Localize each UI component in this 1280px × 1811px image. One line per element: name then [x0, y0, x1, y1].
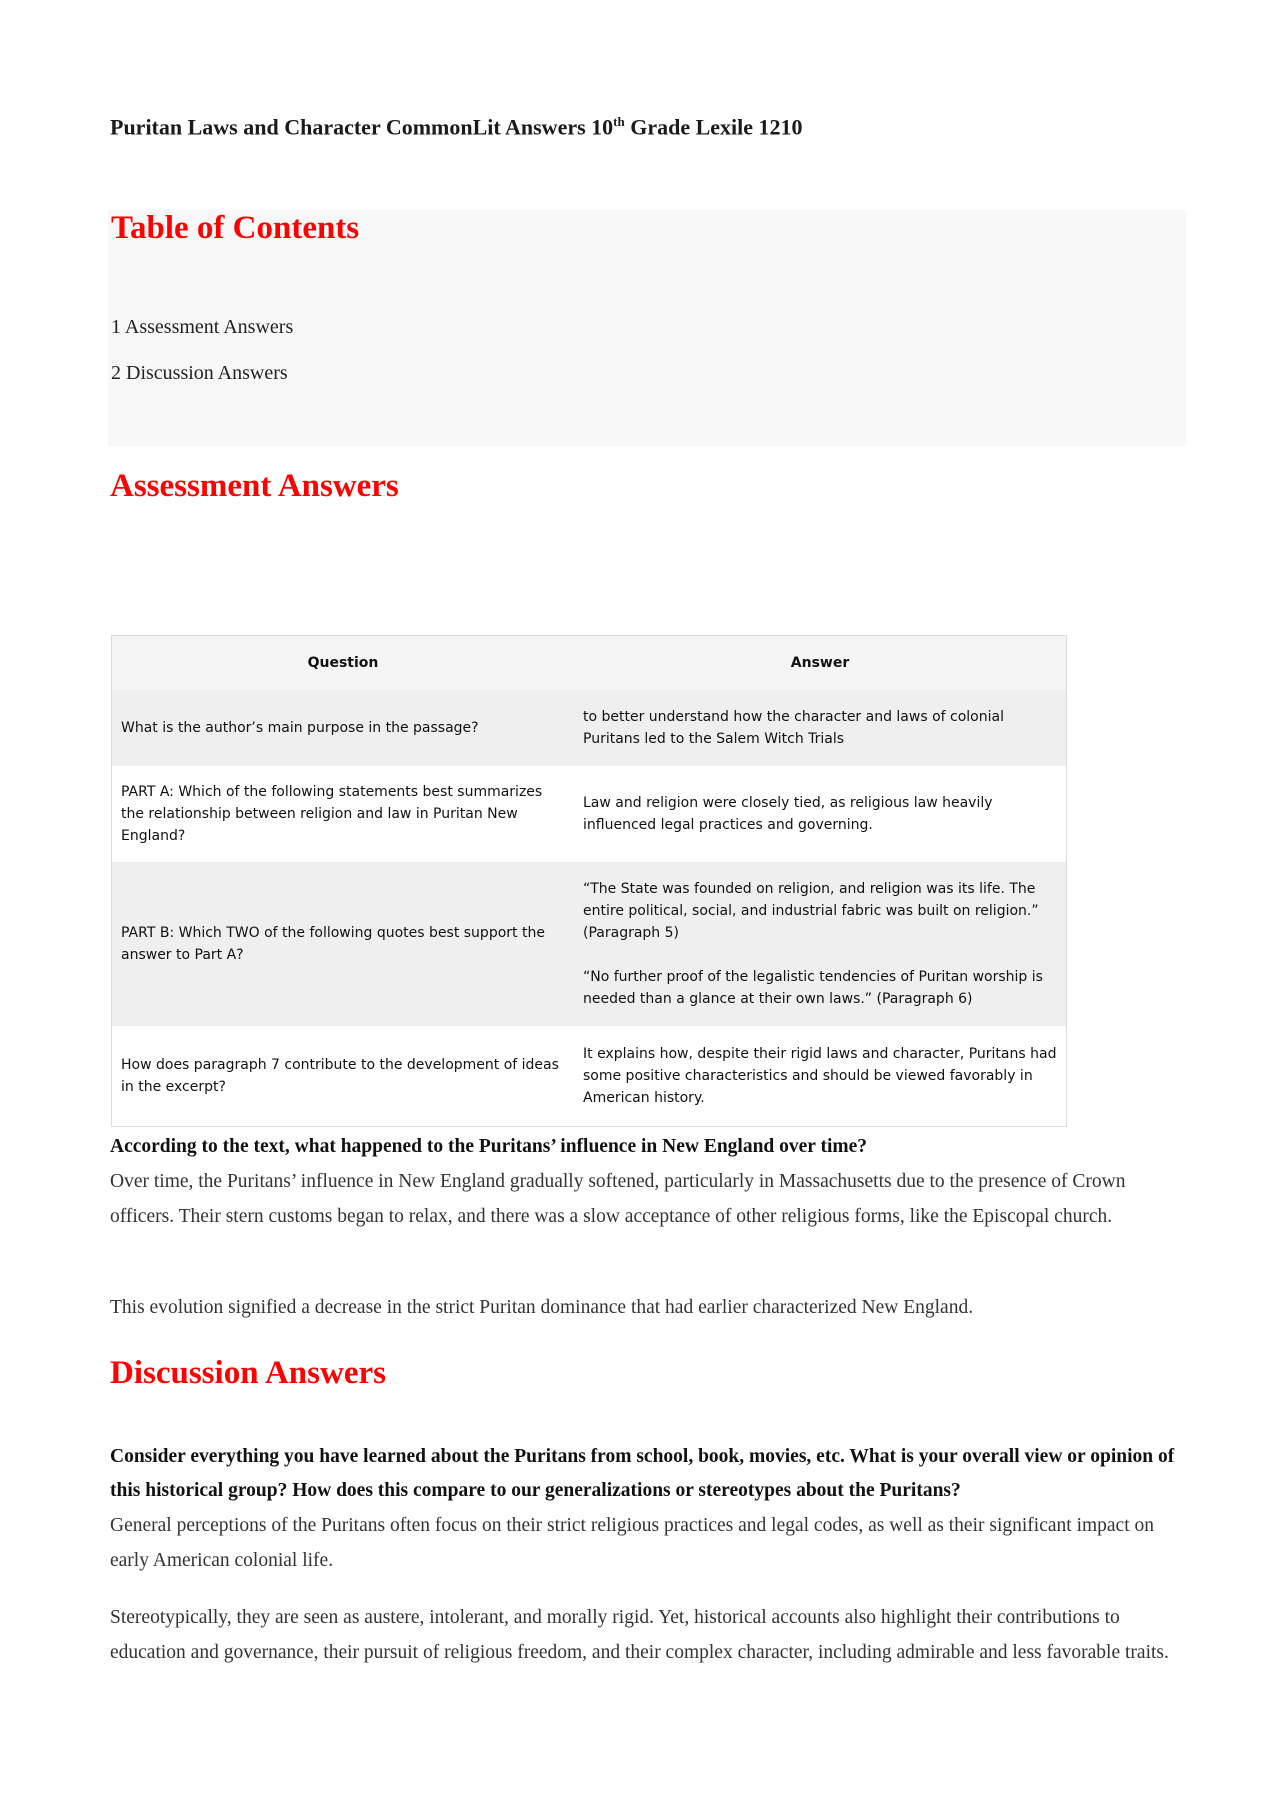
column-header-question: Question: [112, 636, 575, 691]
toc-heading: Table of Contents: [111, 210, 360, 246]
title-text: Puritan Laws and Character CommonLit Answers 10: [110, 114, 614, 140]
table-row: [112, 766, 1067, 862]
discussion-answer-paragraph-2: Stereotypically, they are seen as austere, intolerant, and morally rigid. Yet, historical accounts also highlight their contributions to education and governance, their pursuit of religious freedom, and their complex character, including admirable and less favorable traits.: [110, 1607, 1169, 1663]
answer-cell: It explains how, despite their rigid laws and character, Puritans had some positive characteristics and should be viewed favorably in American history.: [574, 1026, 1067, 1126]
table-row: [112, 862, 1067, 1026]
answer-cell: [574, 862, 1067, 1026]
answer-quote-1: “The State was founded on religion, and religion was its life. The entire political, social, and industrial fabric was built on religion.” (Paragraph 5): [583, 881, 1039, 941]
column-header-answer: Answer: [574, 636, 1067, 691]
answer-cell: Law and religion were closely tied, as religious law heavily influenced legal practices and governing.: [574, 766, 1067, 862]
discussion-question-1: Consider everything you have learned about the Puritans from school, book, movies, etc. What is your overall view or opinion of this historical group? How does this compare to our generalizations or stereotypes about the Puritans?: [110, 1446, 1175, 1501]
document-title: [110, 114, 803, 140]
question-cell: How does paragraph 7 contribute to the development of ideas in the excerpt?: [112, 1026, 575, 1126]
discussion-heading: Discussion Answers: [110, 1355, 386, 1391]
influence-answer-paragraph-1: Over time, the Puritans’ influence in New England gradually softened, particularly in Massachusetts due to the presence of Crown officers. Their stern customs began to relax, and there was a slow acceptance of other religious forms, like the Episcopal church.: [110, 1171, 1126, 1227]
question-cell: PART B: Which TWO of the following quotes best support the answer to Part A?: [112, 862, 575, 1026]
discussion-answer-paragraph-1: General perceptions of the Puritans often focus on their strict religious practices and legal codes, as well as their significant impact on early American colonial life.: [110, 1515, 1155, 1571]
title-text-end: Grade Lexile 1210: [624, 114, 803, 140]
influence-question: According to the text, what happened to the Puritans’ influence in New England over time?: [110, 1136, 868, 1157]
answer-cell: to better understand how the character and laws of colonial Puritans led to the Salem Witch Trials: [574, 690, 1067, 766]
assessment-heading: Assessment Answers: [110, 468, 399, 504]
table-row: [112, 1026, 1067, 1126]
question-cell: PART A: Which of the following statements best summarizes the relationship between religion and law in Puritan New England?: [112, 766, 575, 862]
answers-table: [111, 635, 1067, 1127]
table-row: [112, 690, 1067, 766]
answer-spacer: [583, 944, 1057, 966]
influence-answer-paragraph-2: This evolution signified a decrease in the strict Puritan dominance that had earlier characterized New England.: [110, 1297, 974, 1318]
toc-item-assessment[interactable]: 1 Assessment Answers: [111, 316, 294, 338]
table-of-contents: [108, 210, 1186, 446]
question-cell: What is the author’s main purpose in the passage?: [112, 690, 575, 766]
title-superscript: th: [613, 114, 625, 129]
answer-quote-2: “No further proof of the legalistic tendencies of Puritan worship is needed than a glance at their own laws.” (Paragraph 6): [583, 969, 1043, 1007]
toc-item-discussion[interactable]: 2 Discussion Answers: [111, 362, 288, 384]
